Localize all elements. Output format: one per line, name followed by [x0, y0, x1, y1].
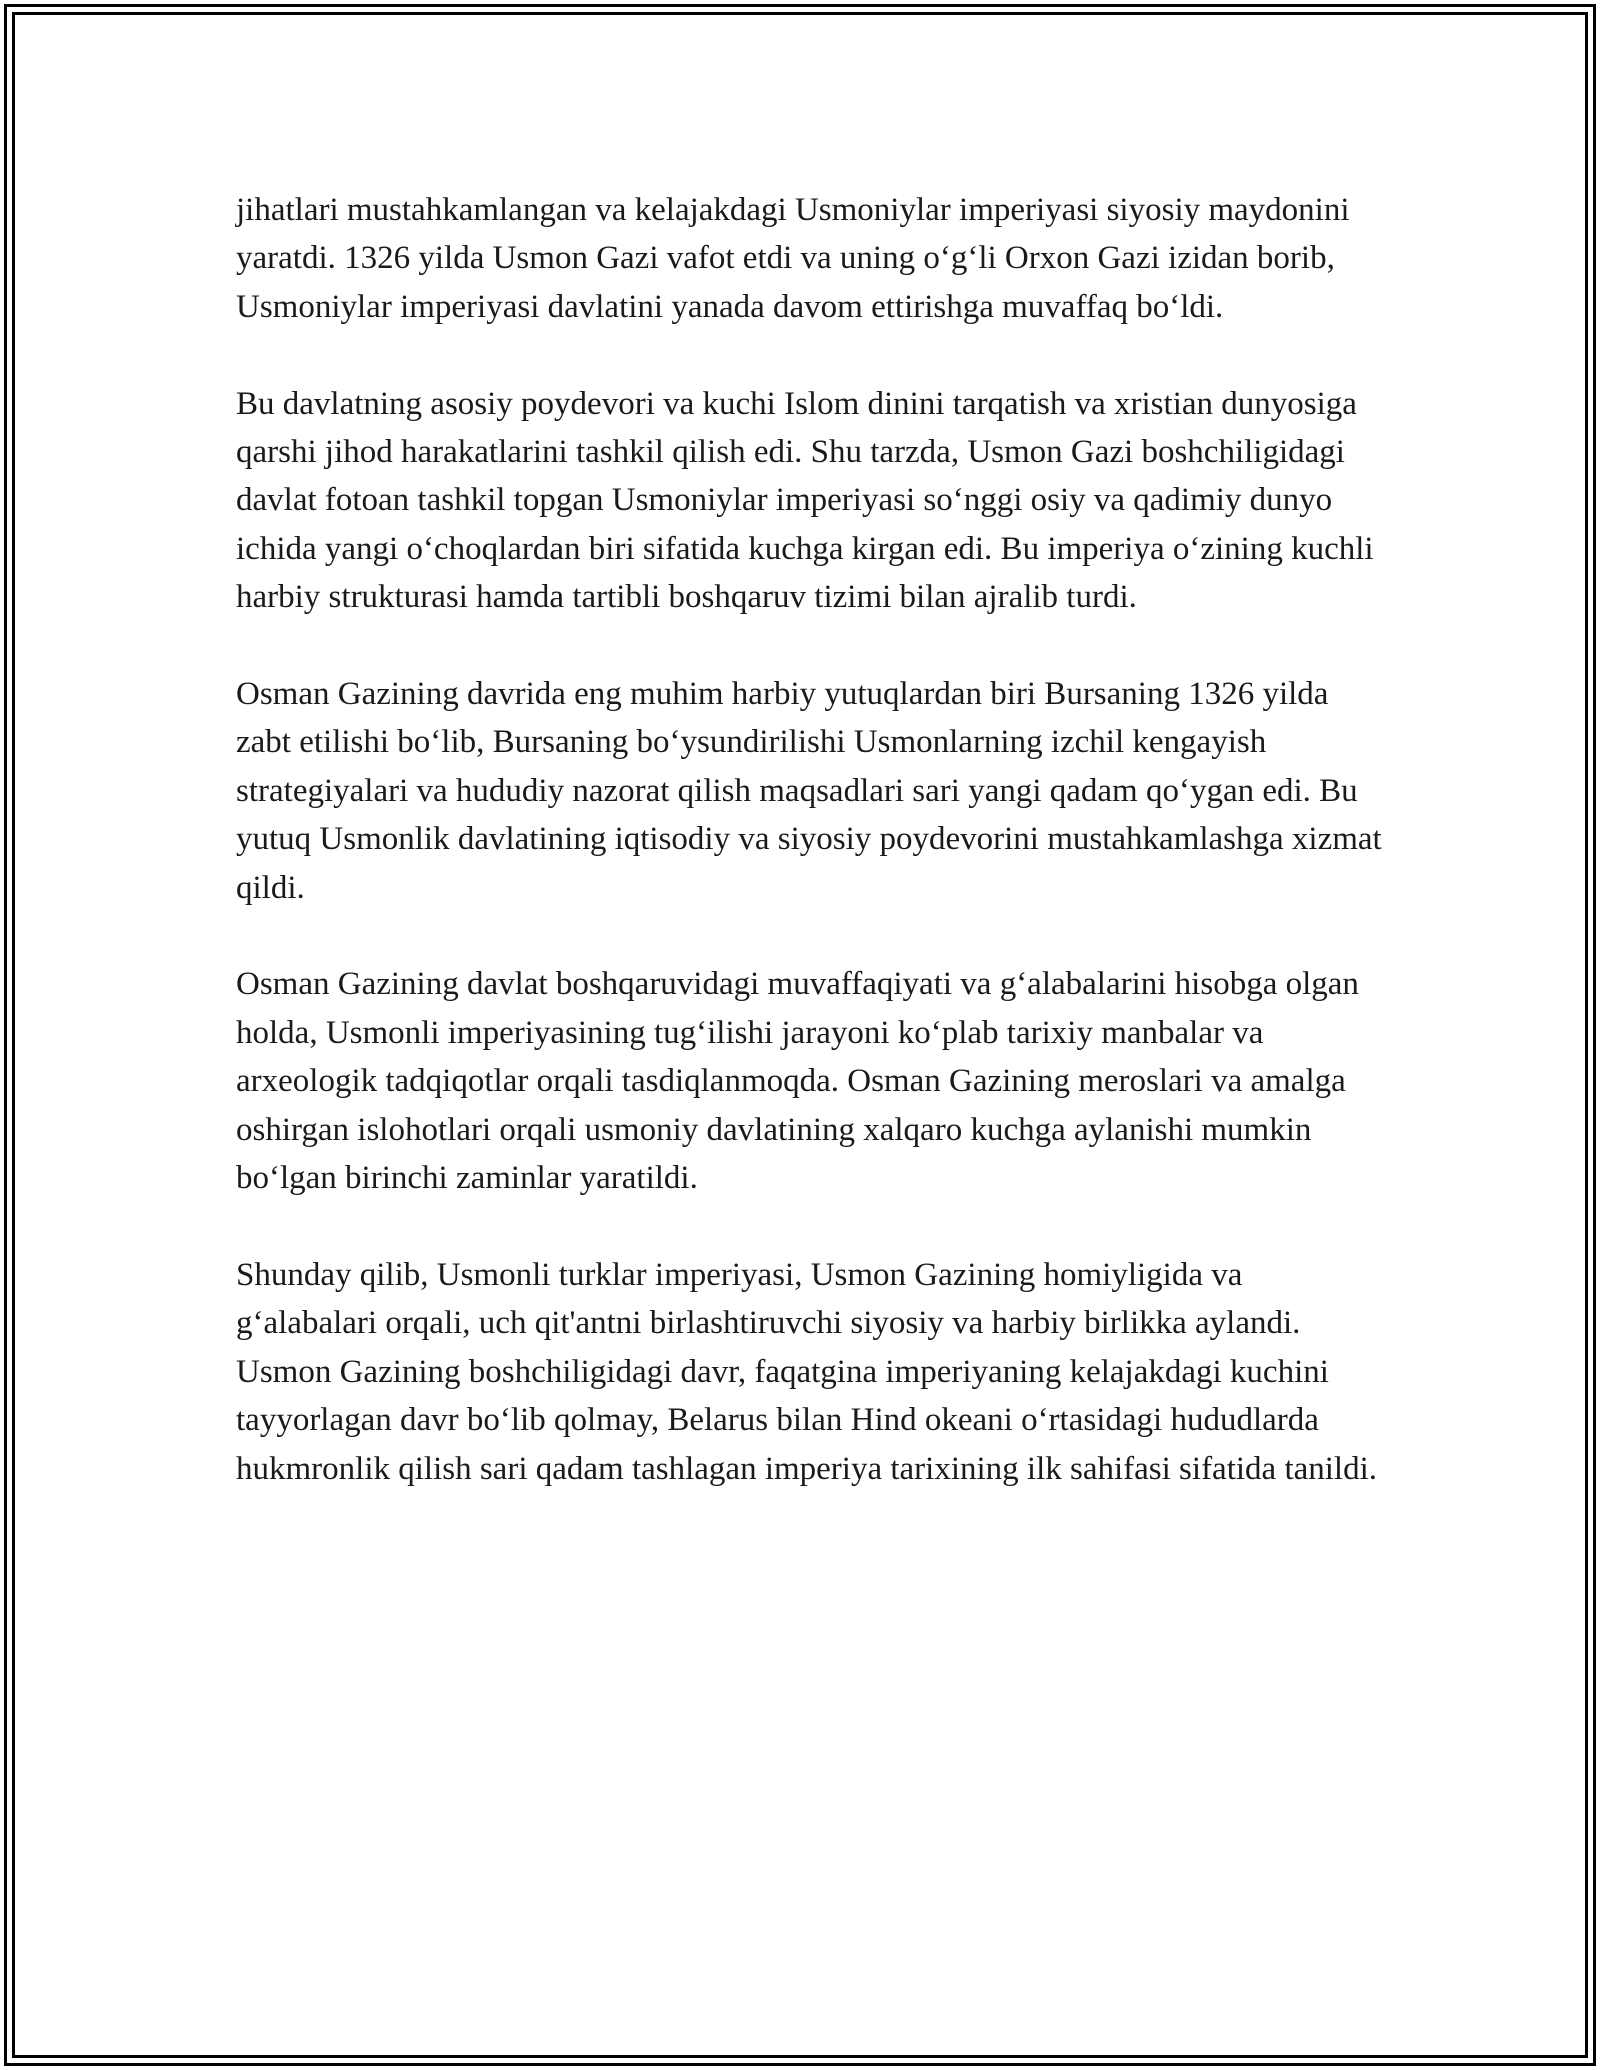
paragraph-5: Shunday qilib, Usmonli turklar imperiyasi, Usmon Gazining homiyligida va g‘alabalari orqali, uch qit'antni birlashtiruvchi siyosiy va harbiy birlikka aylandi. Usmon Gazining boshchiligidagi davr, faqatgina imperiyaning kelajakdagi kuchini tayyorlagan davr bo‘lib qolmay, Belarus bilan Hind okeani o‘rtasidagi hududlarda hukmronlik qilish sari qadam tashlagan imperiya tarixining ilk sahifasi sifatida tanildi. — [236, 1256, 1378, 1487]
paragraph-4: Osman Gazining davlat boshqaruvidagi muvaffaqiyati va g‘alabalarini hisobga olgan holda, Usmonli imperiyasining tug‘ilishi jarayoni ko‘plab tarixiy manbalar va arxeologik tadqiqotlar orqali tasdiqlanmoqda. Osman Gazining meroslari va amalga oshirgan islohotlari orqali usmoniy davlatining xalqaro kuchga aylanishi mumkin bo‘lgan birinchi zaminlar yaratildi. — [236, 966, 1359, 1197]
paragraph-1: jihatlari mustahkamlangan va kelajakdagi Usmoniylar imperiyasi siyosiy maydonini yaratdi. 1326 yilda Usmon Gazi vafot etdi va uning o‘g‘li Orxon Gazi izidan borib, Usmoniylar imperiyasi davlatini yanada davom ettirishga muvaffaq bo‘ldi. — [236, 192, 1350, 325]
paragraph-3: Osman Gazining davrida eng muhim harbiy yutuqlardan biri Bursaning 1326 yilda zabt etilishi bo‘lib, Bursaning bo‘ysundirilishi Usmonlarning izchil kengayish strategiyalari va hududiy nazorat qilish maqsadlari sari yangi qadam qo‘ygan edi. Bu yutuq Usmonlik davlatining iqtisodiy va siyosiy poydevorini mustahkamlashga xizmat qildi. — [236, 676, 1382, 906]
document-body — [236, 186, 1386, 1493]
paragraph-2: Bu davlatning asosiy poydevori va kuchi Islom dinini tarqatish va xristian dunyosiga qarshi jihod harakatlarini tashkil qilish edi. Shu tarzda, Usmon Gazi boshchiligidagi davlat fotoan tashkil topgan Usmoniylar imperiyasi so‘nggi osiy va qadimiy dunyo ichida yangi o‘choqlardan biri sifatida kuchga kirgan edi. Bu imperiya o‘zining kuchli harbiy strukturasi hamda tartibli boshqaruv tizimi bilan ajralib turdi. — [236, 385, 1374, 616]
